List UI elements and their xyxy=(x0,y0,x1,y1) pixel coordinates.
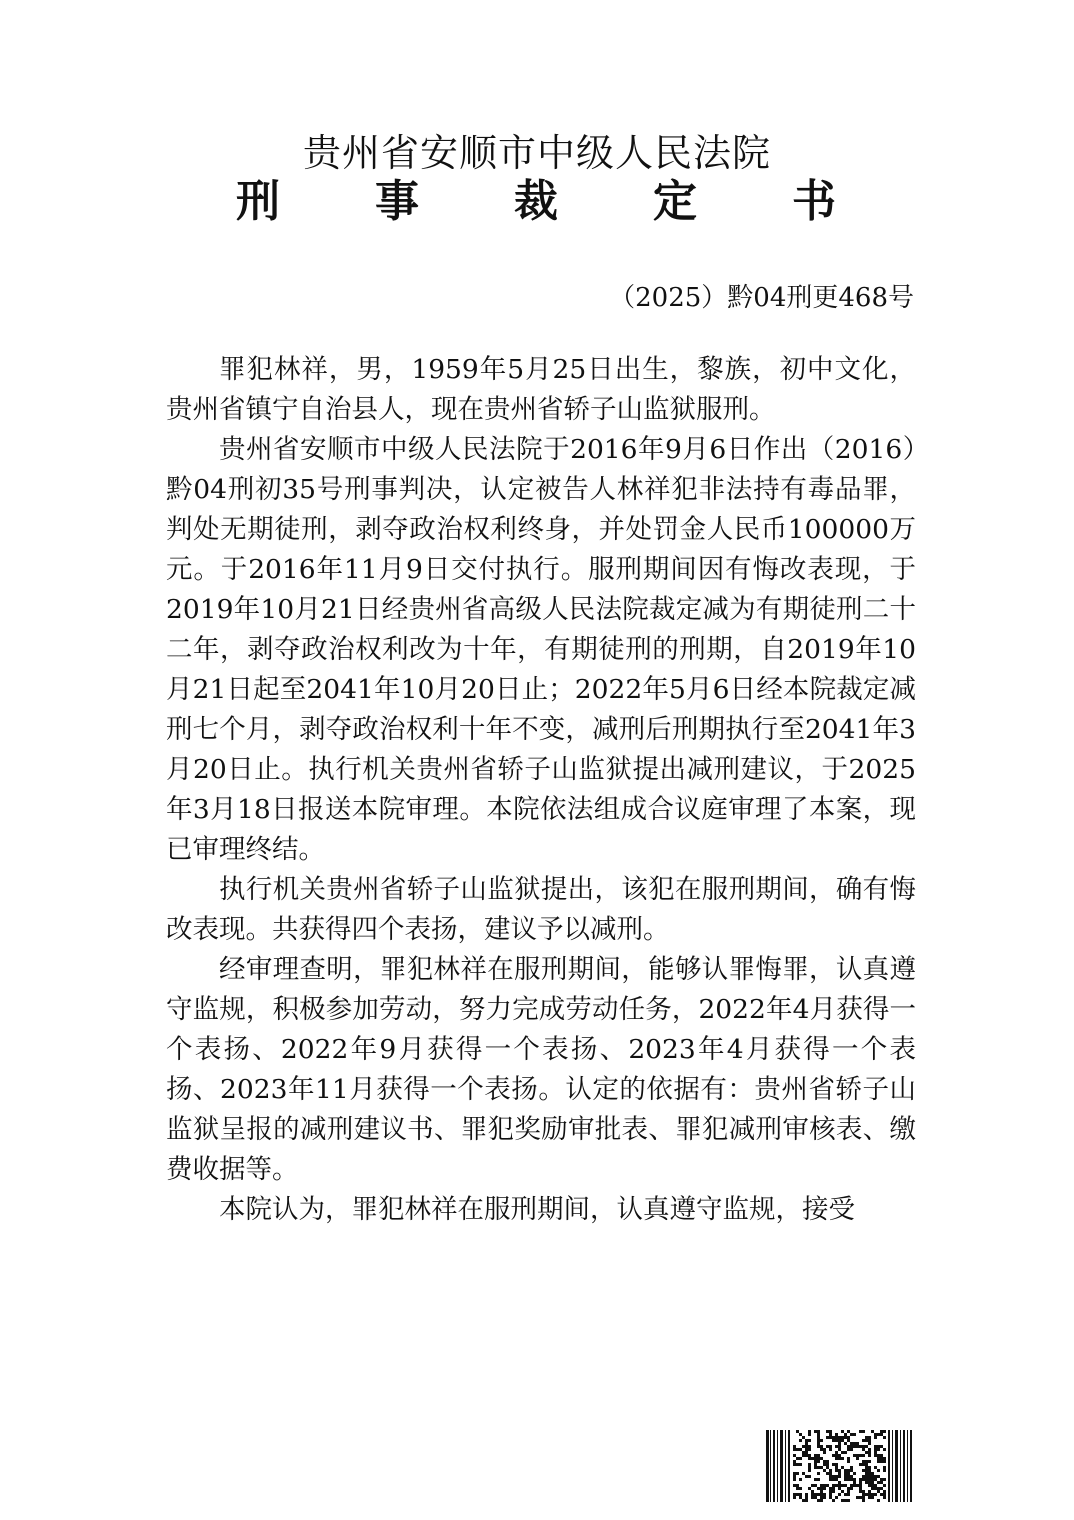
paragraph-defendant-info: 罪犯林祥，男，1959年5月25日出生，黎族，初中文化，贵州省镇宁自治县人，现在贵州省轿子山监狱服刑。 xyxy=(166,354,916,425)
doc-type-char: 裁 xyxy=(514,176,558,227)
doc-type-char: 刑 xyxy=(236,176,280,227)
document-type-title xyxy=(236,172,836,232)
doc-type-char: 书 xyxy=(792,176,836,227)
barcode-qr-image xyxy=(766,1430,912,1502)
doc-type-char: 事 xyxy=(375,176,419,227)
paragraph-prison-proposal: 执行机关贵州省轿子山监狱提出，该犯在服刑期间，确有悔改表现。共获得四个表扬，建议予以减刑。 xyxy=(166,874,916,945)
paragraph-court-opinion: 本院认为，罪犯林祥在服刑期间，认真遵守监规，接受 xyxy=(219,1194,855,1225)
court-name: 贵州省安顺市中级人民法院 xyxy=(302,131,771,175)
paragraph-case-history: 贵州省安顺市中级人民法院于2016年9月6日作出（2016）黔04刑初35号刑事判决，认定被告人林祥犯非法持有毒品罪，判处无期徒刑，剥夺政治权利终身，并处罚金人民币100000万元。于2016年11月9日交付执行。服刑期间因有悔改表现，于2019年10月21日经贵州省高级人民法院裁定减为有期徒刑二十二年，剥夺政治权利改为十年，有期徒刑的刑期，自2019年10月21日起至2041年10月20日止；2022年5月6日经本院裁定减刑七个月，剥夺政治权利十年不变，减刑后刑期执行至2041年3月20日止。执行机关贵州省轿子山监狱提出减刑建议，于2025年3月18日报送本院审理。本院依法组成合议庭审理了本案，现已审理终结。 xyxy=(166,434,916,865)
doc-type-char: 定 xyxy=(653,176,697,227)
paragraph-findings: 经审理查明，罪犯林祥在服刑期间，能够认罪悔罪，认真遵守监规，积极参加劳动，努力完成劳动任务，2022年4月获得一个表扬、2022年9月获得一个表扬、2023年4月获得一个表扬、2023年11月获得一个表扬。认定的依据有：贵州省轿子山监狱呈报的减刑建议书、罪犯奖励审批表、罪犯减刑审核表、缴费收据等。 xyxy=(166,954,916,1185)
case-number: （2025）黔04刑更468号 xyxy=(609,283,914,313)
document-body xyxy=(166,350,916,1230)
